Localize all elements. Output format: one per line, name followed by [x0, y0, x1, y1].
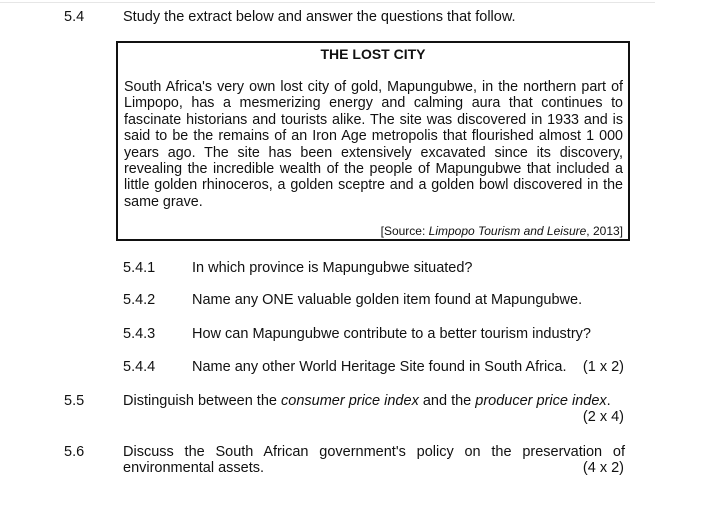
subquestion-text-5-4-2: Name any ONE valuable golden item found at Mapungubwe. — [192, 292, 583, 308]
source-suffix: , 2013] — [586, 224, 623, 238]
question-5-6-line1: Discuss the South African government's policy on the preservation of — [123, 444, 625, 460]
question-5-5-text — [123, 393, 611, 409]
question-number-5-5: 5.5 — [64, 393, 85, 409]
question-5-4-instruction: Study the extract below and answer the questions that follow. — [123, 9, 516, 25]
q55-text-middle: and the — [418, 393, 476, 409]
extract-title: THE LOST CITY — [320, 46, 426, 62]
extract-body: South Africa's very own lost city of gold, Mapungubwe, in the northern part of Limpopo, has a mesmerizing energy and calming aura that continues to fascinate historians and tourists alike. The site was discovered in 1933 and is said to be the remains of an Iron Age metropolis that flourished almost 1 000 years ago. The site has been extensively excavated since its discovery, revealing the incredible wealth of the people of Mapungubwe that included a little golden rhinoceros, a golden sceptre and a golden bowl discovered in the same grave. — [124, 79, 623, 210]
subquestion-text-5-4-4: Name any other World Heritage Site found in South Africa. — [192, 359, 567, 375]
question-5-6-line2: environmental assets. — [123, 460, 265, 476]
subquestion-text-5-4-3: How can Mapungubwe contribute to a better tourism industry? — [192, 326, 591, 342]
extract-source — [381, 224, 623, 238]
subquestion-text-5-4-1: In which province is Mapungubwe situated? — [192, 260, 473, 276]
marks-5-4-4: (1 x 2) — [582, 359, 624, 375]
subquestion-number-5-4-4: 5.4.4 — [123, 359, 156, 375]
extract-box — [116, 41, 630, 241]
marks-5-5: (2 x 4) — [582, 409, 624, 425]
q55-term-producer-price-index: producer price index — [475, 393, 607, 409]
subquestion-number-5-4-2: 5.4.2 — [123, 292, 156, 308]
page-top-rule — [0, 2, 655, 3]
marks-5-6: (4 x 2) — [582, 460, 624, 476]
subquestion-number-5-4-1: 5.4.1 — [123, 260, 156, 276]
q55-text-before: Distinguish between the — [123, 393, 281, 409]
source-publication: Limpopo Tourism and Leisure — [428, 224, 587, 238]
q55-text-after: . — [606, 393, 611, 409]
q55-term-consumer-price-index: consumer price index — [281, 393, 419, 409]
source-prefix: [Source: — [380, 224, 429, 238]
question-number-5-6: 5.6 — [64, 444, 85, 460]
question-number-5-4: 5.4 — [64, 9, 85, 25]
subquestion-number-5-4-3: 5.4.3 — [123, 326, 156, 342]
